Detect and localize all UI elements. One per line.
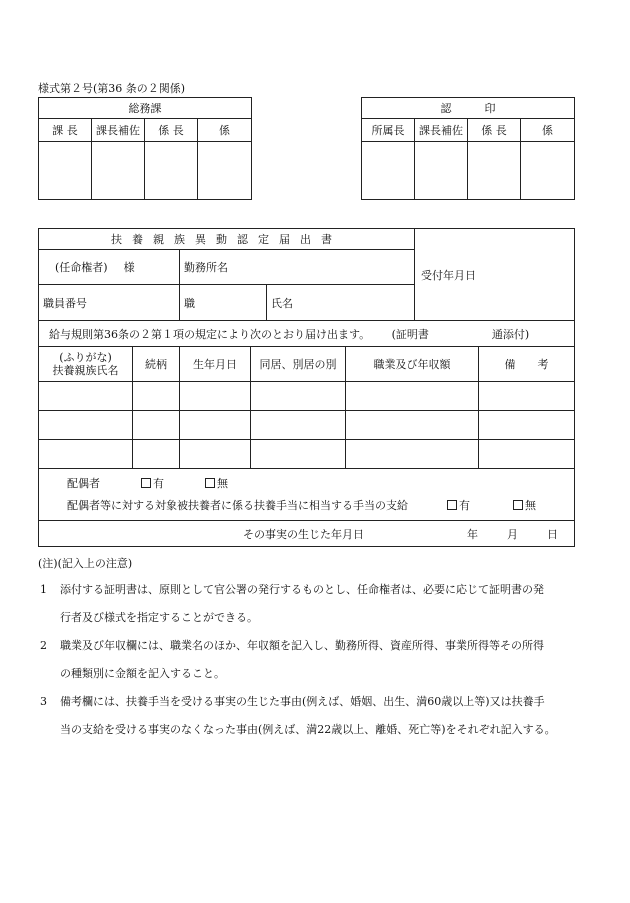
dependent-change-form: [38, 228, 575, 547]
fact-date-cell[interactable]: [39, 521, 575, 547]
cell-relation[interactable]: [133, 382, 180, 411]
statement-text: 給与規則第36条の２第１項の規定により次のとおり届け出ます。: [49, 327, 371, 341]
job-cell[interactable]: [180, 285, 267, 321]
notes-heading: (注)(記入上の注意): [38, 557, 133, 570]
stamp-box[interactable]: [145, 142, 198, 200]
cert-open: (証明書: [391, 327, 429, 341]
table-row: [39, 382, 575, 411]
job-label: 職: [184, 296, 195, 310]
allowance-label: 配偶者等に対する対象被扶養者に係る扶養手当に相当する手当の支給: [67, 498, 408, 512]
statement-cell: [39, 321, 575, 347]
cell-remarks[interactable]: [479, 440, 575, 469]
spouse-no-label: 無: [217, 476, 228, 490]
cell-cohabitation[interactable]: [251, 411, 346, 440]
spouse-row: [67, 473, 574, 495]
col-subsection-chief: 係 長: [468, 119, 521, 142]
stamp-box[interactable]: [198, 142, 252, 200]
employee-no-label: 職員番号: [43, 296, 87, 310]
appointer-label: (任命権者): [55, 261, 108, 274]
note-item: [40, 632, 585, 688]
stamp-box[interactable]: [362, 142, 415, 200]
header-dependent-name: [39, 347, 133, 382]
cell-cohabitation[interactable]: [251, 382, 346, 411]
dependent-name-label: 扶養親族氏名: [52, 364, 119, 377]
cert-close: 通添付): [491, 327, 530, 341]
cell-relation[interactable]: [133, 440, 180, 469]
allowance-no-label: 無: [525, 498, 536, 512]
note-text: 備考欄には、扶養手当を受ける事実の生じた事由(例えば、婚姻、出生、満60歳以上等)又は扶養手: [60, 695, 545, 708]
header-remarks: 備 考: [479, 347, 575, 382]
allowance-yes-label: 有: [459, 498, 470, 512]
cell-dependent-name[interactable]: [39, 382, 133, 411]
fact-date-label: その事実の生じた年月日: [243, 527, 364, 541]
cell-remarks[interactable]: [479, 382, 575, 411]
cell-cohabitation[interactable]: [251, 440, 346, 469]
name-cell[interactable]: [267, 285, 415, 321]
furigana-label: (ふりがな): [59, 351, 112, 364]
header-relation: 続柄: [133, 347, 180, 382]
cell-relation[interactable]: [133, 411, 180, 440]
workplace-label: 勤務所名: [184, 261, 228, 274]
allowance-no-checkbox[interactable]: [513, 500, 523, 510]
cell-occupation-income[interactable]: [346, 382, 479, 411]
sama-label: 様: [123, 261, 135, 274]
note-text: 職業及び年収欄には、職業名のほか、年収額を記入し、勤務所得、資産所得、事業所得等その所得: [60, 639, 544, 652]
stamp-box[interactable]: [92, 142, 145, 200]
cell-dependent-name[interactable]: [39, 440, 133, 469]
col-subsection-chief: 係 長: [145, 119, 198, 142]
approval-table-seal: [361, 97, 575, 200]
appointer-cell: [39, 250, 180, 285]
col-office-head: 所属長: [362, 119, 415, 142]
stamp-box[interactable]: [39, 142, 92, 200]
fact-date-month: 月: [507, 527, 518, 541]
cell-occupation-income[interactable]: [346, 411, 479, 440]
col-deputy-chief: 課長補佐: [92, 119, 145, 142]
form-label: 様式第２号(第36 条の２関係): [38, 82, 186, 95]
cell-occupation-income[interactable]: [346, 440, 479, 469]
allowance-yes-checkbox[interactable]: [447, 500, 457, 510]
col-staff: 係: [521, 119, 575, 142]
note-item: [40, 688, 585, 744]
header-birth-date: 生年月日: [180, 347, 251, 382]
table-row: [39, 411, 575, 440]
seal-title: 認 印: [362, 98, 575, 119]
general-affairs-title: 総務課: [39, 98, 252, 119]
fact-date-day: 日: [547, 527, 558, 541]
stamp-box[interactable]: [468, 142, 521, 200]
fact-date-year: 年: [467, 527, 478, 541]
col-staff: 係: [198, 119, 252, 142]
spouse-yes-checkbox[interactable]: [141, 478, 151, 488]
cell-dependent-name[interactable]: [39, 411, 133, 440]
cell-remarks[interactable]: [479, 411, 575, 440]
form-title: 扶養親族異動認定届出書: [39, 229, 415, 250]
spouse-yes-label: 有: [153, 476, 164, 490]
stamp-box[interactable]: [415, 142, 468, 200]
note-item: [40, 576, 585, 632]
cell-birth-date[interactable]: [180, 382, 251, 411]
note-number: 1: [40, 583, 47, 596]
spouse-allowance-cell: [39, 469, 575, 521]
allowance-row: [67, 495, 574, 517]
received-date-cell[interactable]: [415, 229, 575, 321]
note-text-continued: 当の支給を受ける事実のなくなった事由(例えば、満22歳以上、離婚、死亡等)をそれぞれ記入する。: [60, 723, 556, 736]
approval-table-general-affairs: [38, 97, 252, 200]
spouse-label: 配偶者: [67, 476, 100, 490]
note-number: 3: [40, 695, 47, 708]
received-date-label: 受付年月日: [421, 268, 477, 282]
note-text: 添付する証明書は、原則として官公署の発行するものとし、任命権者は、必要に応じて証明書の発: [60, 583, 544, 596]
cell-birth-date[interactable]: [180, 411, 251, 440]
employee-no-cell[interactable]: [39, 285, 180, 321]
name-label: 氏名: [271, 296, 293, 310]
table-row: [39, 440, 575, 469]
note-number: 2: [40, 639, 47, 652]
header-cohabitation: 同居、別居の別: [251, 347, 346, 382]
col-deputy-chief: 課長補佐: [415, 119, 468, 142]
note-text-continued: 行者及び様式を指定することができる。: [60, 611, 258, 624]
header-occupation-income: 職業及び年収額: [346, 347, 479, 382]
workplace-cell[interactable]: [180, 250, 415, 285]
cell-birth-date[interactable]: [180, 440, 251, 469]
note-text-continued: の種類別に金額を記入すること。: [60, 667, 225, 680]
col-section-chief: 課 長: [39, 119, 92, 142]
stamp-box[interactable]: [521, 142, 575, 200]
spouse-no-checkbox[interactable]: [205, 478, 215, 488]
